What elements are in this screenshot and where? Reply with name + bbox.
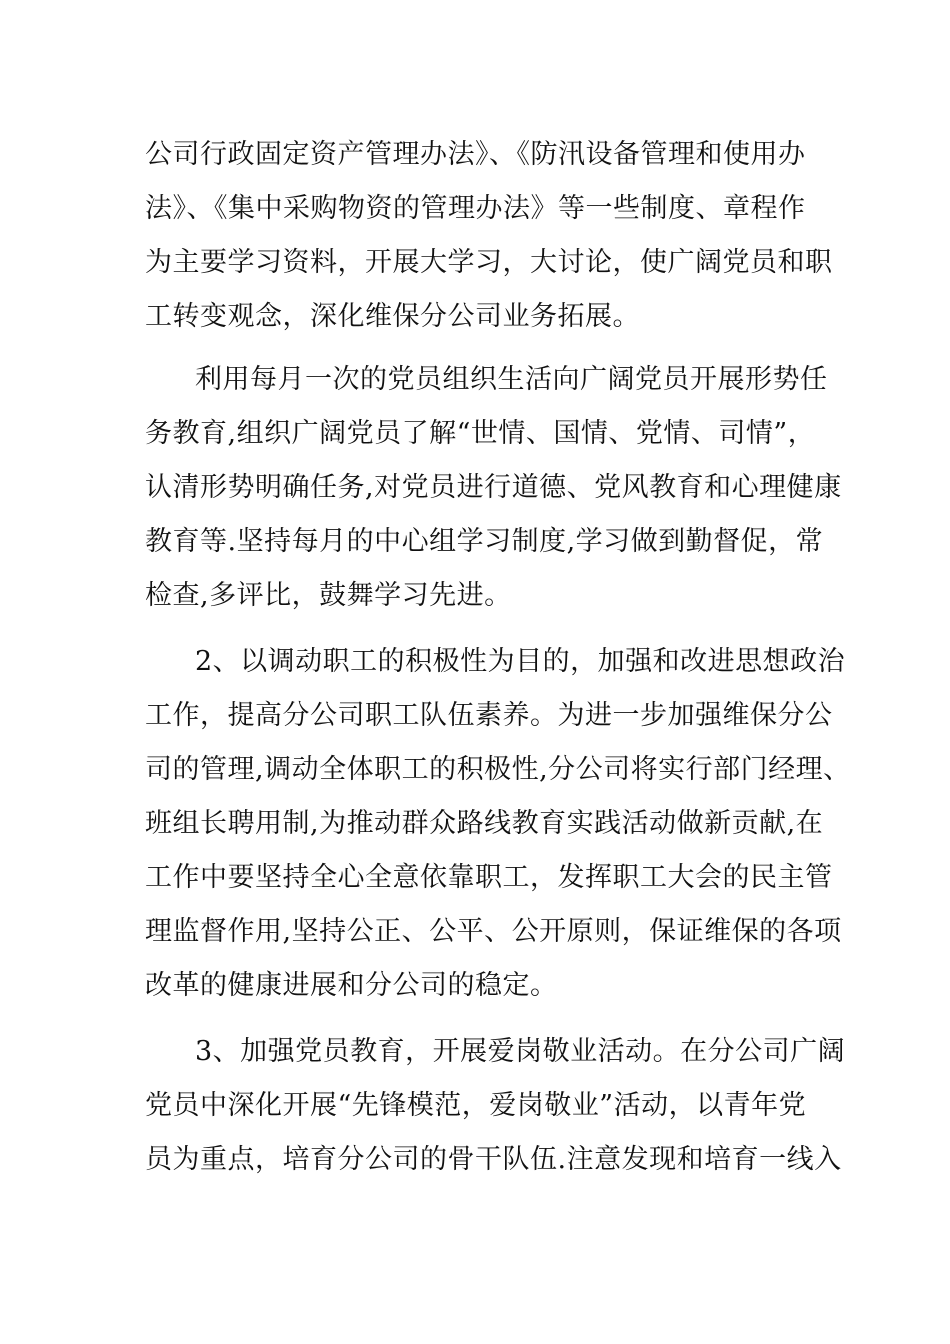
section-3-heading-line: 3、加强党员教育，开展爱岗敬业活动。在分公司广阔 bbox=[195, 1036, 846, 1067]
text-line-6: 务教育,组织广阔党员了解“世情、国情、党情、司情”， bbox=[145, 418, 816, 449]
text-line-16: 改革的健康进展和分公司的稳定。 bbox=[145, 970, 558, 1001]
text-line-12: 司的管理,调动全体职工的积极性,分公司将实行部门经理、 bbox=[145, 754, 851, 785]
text-line-2: 法》、《集中采购物资的管理办法》等一些制度、章程作 bbox=[145, 193, 806, 224]
text-line-7: 认清形势明确任务,对党员进行道德、党风教育和心理健康 bbox=[145, 472, 842, 503]
text-line-14: 工作中要坚持全心全意依靠职工，发挥职工大会的民主管 bbox=[145, 862, 833, 893]
paragraph-start-line: 利用每月一次的党员组织生活向广阔党员开展形势任 bbox=[195, 364, 828, 395]
text-line-9: 检查,多评比，鼓舞学习先进。 bbox=[145, 580, 512, 611]
text-line-15: 理监督作用,坚持公正、公平、公开原则，保证维保的各项 bbox=[145, 916, 842, 947]
text-line-19: 员为重点，培育分公司的骨干队伍.注意发现和培育一线入 bbox=[145, 1144, 842, 1175]
text-line-3: 为主要学习资料，开展大学习，大讨论，使广阔党员和职 bbox=[145, 247, 833, 278]
text-line-18: 党员中深化开展“先锋模范，爱岗敬业”活动，以青年党 bbox=[145, 1090, 807, 1121]
text-line-8: 教育等.坚持每月的中心组学习制度,学习做到勤督促，常 bbox=[145, 526, 824, 557]
section-2-heading-line: 2、以调动职工的积极性为目的，加强和改进思想政治 bbox=[195, 646, 846, 677]
text-line-13: 班组长聘用制,为推动群众路线教育实践活动做新贡献,在 bbox=[145, 808, 824, 839]
text-line-1: 公司行政固定资产管理办法》、《防汛设备管理和使用办 bbox=[145, 139, 806, 170]
text-line-4: 工转变观念，深化维保分公司业务拓展。 bbox=[145, 301, 640, 332]
text-line-11: 工作，提高分公司职工队伍素养。为进一步加强维保分公 bbox=[145, 700, 833, 731]
